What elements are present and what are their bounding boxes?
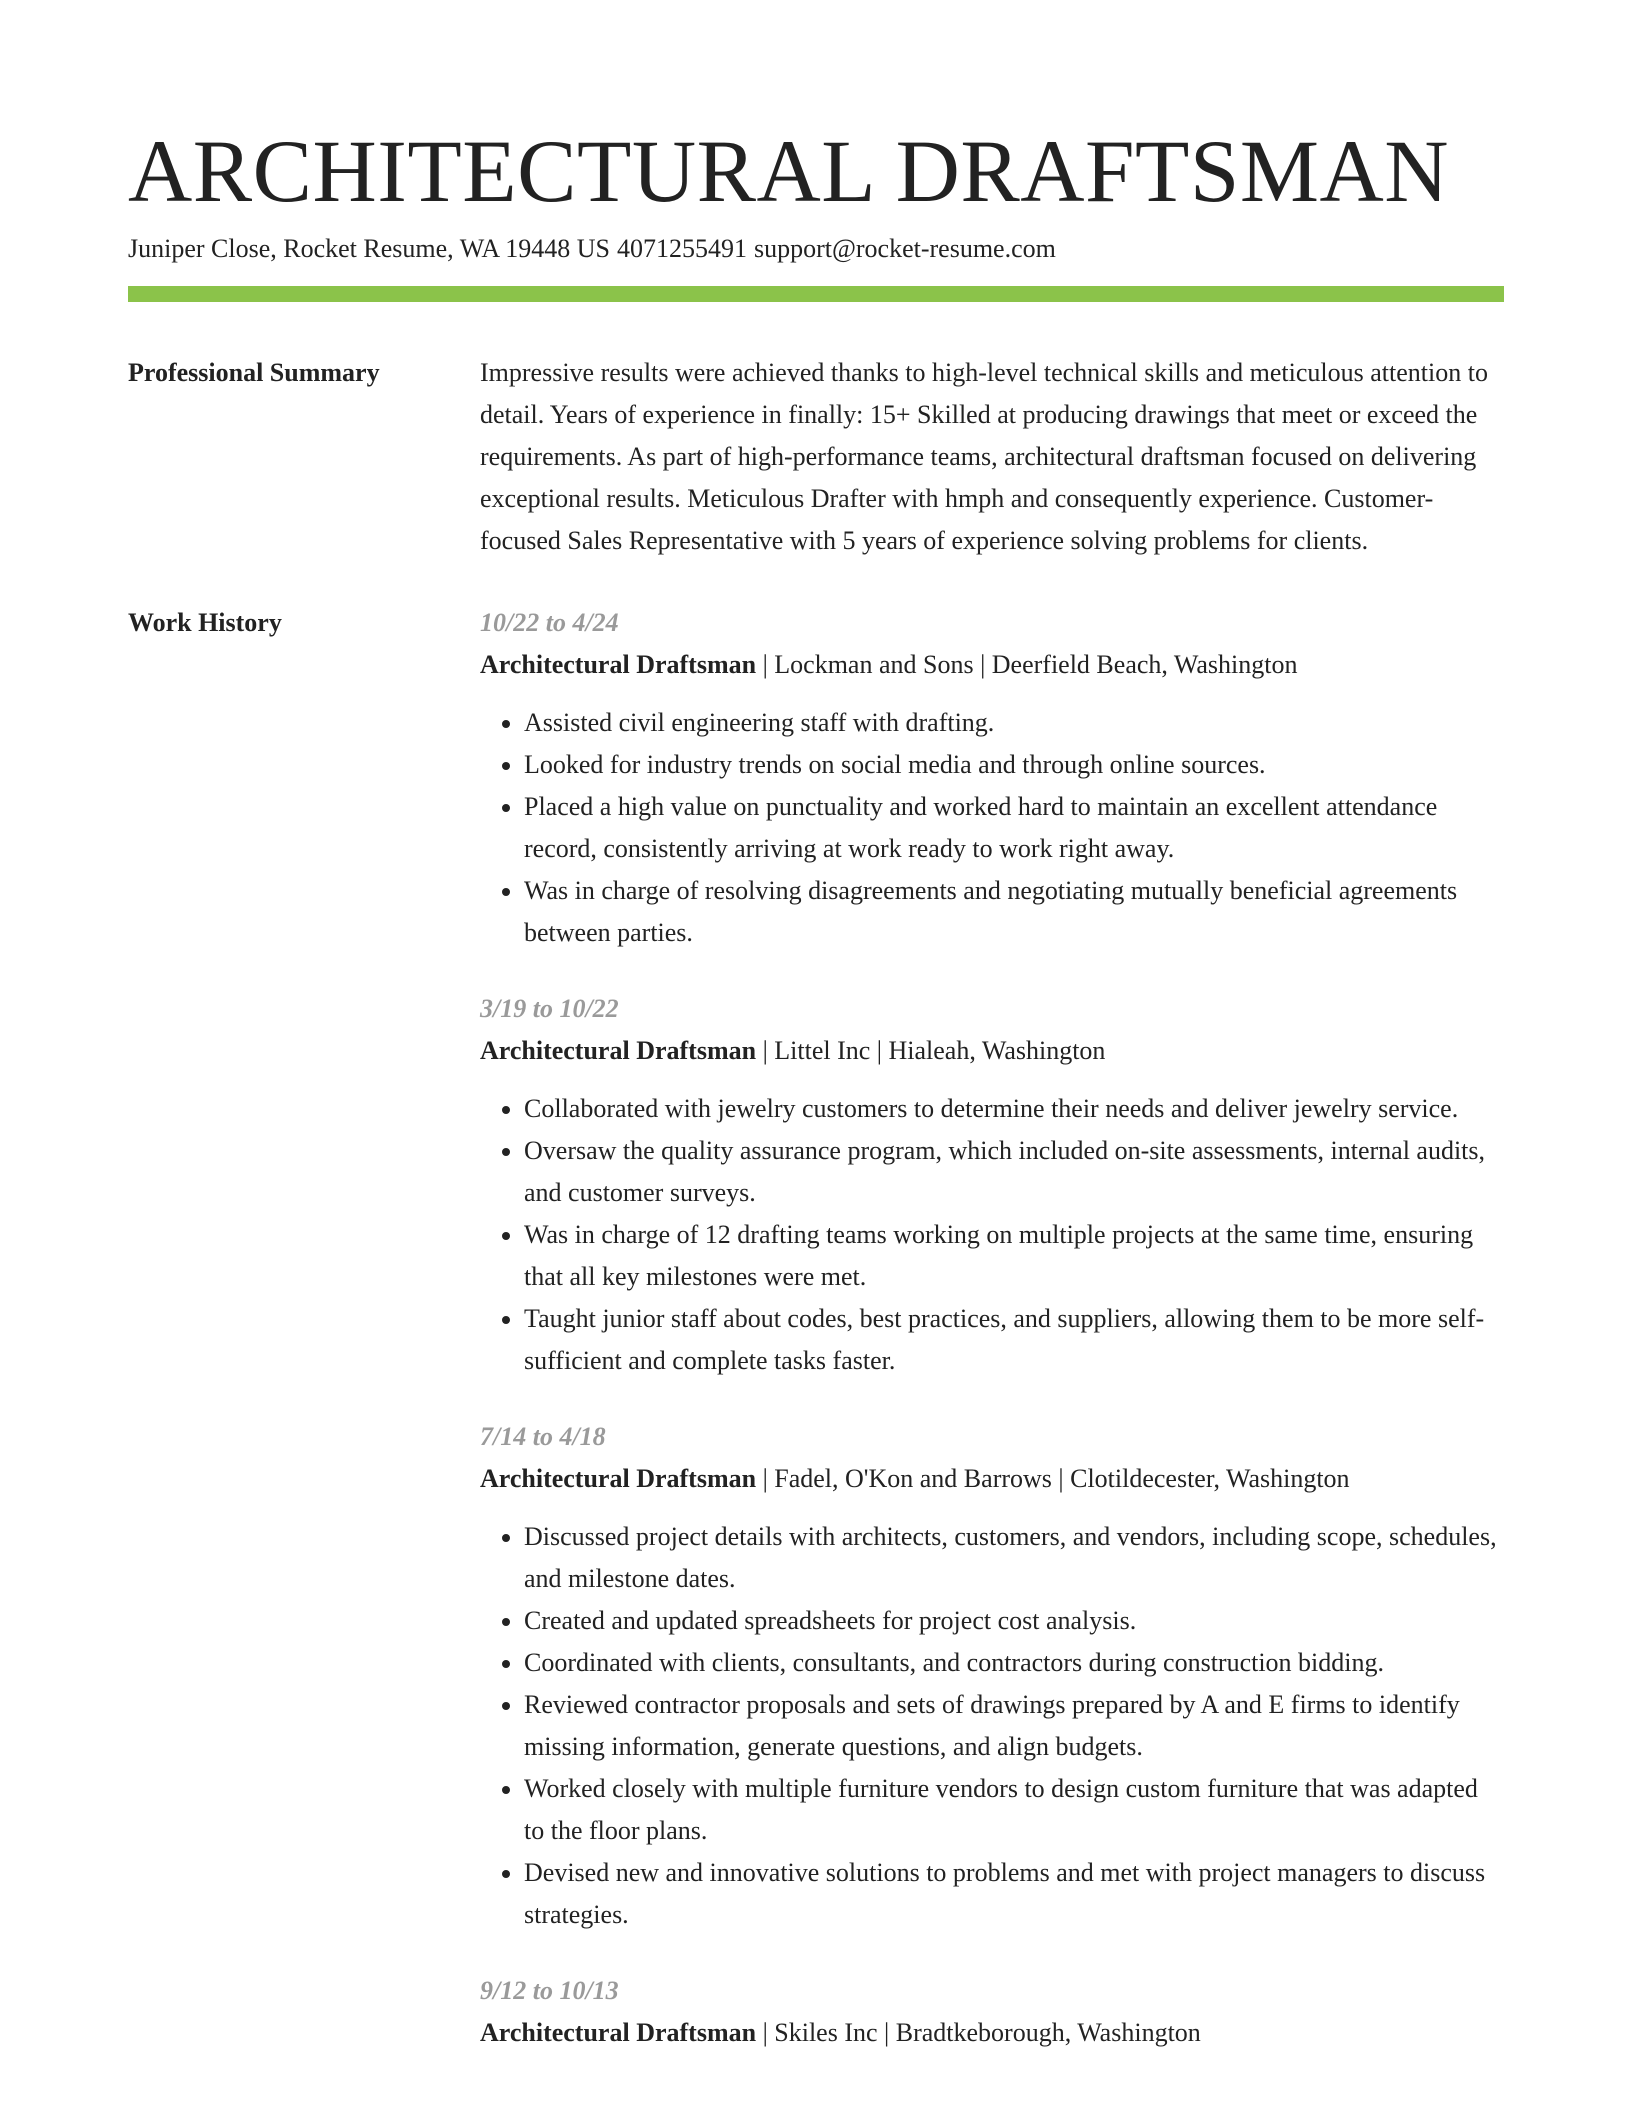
job-bullet: • Worked closely with multiple furniture vendors to design custom furniture that was adapted to the floor plans.: [524, 1768, 1504, 1852]
work-history-body: [480, 602, 1504, 2088]
job-title-line: [480, 1458, 1504, 1500]
accent-divider: [128, 286, 1504, 302]
contact-phone: 4071255491: [616, 234, 747, 263]
contact-email: support@rocket-resume.com: [753, 234, 1056, 263]
summary-label: Professional Summary: [128, 358, 380, 387]
job-bullet-list: [480, 702, 1504, 954]
job-bullet: • Collaborated with jewelry customers to determine their needs and deliver jewelry service.: [524, 1088, 1504, 1130]
summary-body: [480, 352, 1504, 562]
job-bullet: • Placed a high value on punctuality and worked hard to maintain an excellent attendance record, consistently arriving at work ready to work right away.: [524, 786, 1504, 870]
job-bullet: • Coordinated with clients, consultants, and contractors during construction bidding.: [524, 1642, 1504, 1684]
job-title: Architectural Draftsman: [480, 2018, 757, 2047]
job-employer-location: | Littel Inc | Hialeah, Washington: [756, 1036, 1106, 1065]
job-bullet: • Assisted civil engineering staff with drafting.: [524, 702, 1504, 744]
job-bullet: • Was in charge of resolving disagreements and negotiating mutually beneficial agreements between parties.: [524, 870, 1504, 954]
job-bullet-list: [480, 1516, 1504, 1936]
job-bullet: • Created and updated spreadsheets for project cost analysis.: [524, 1600, 1504, 1642]
summary-text: Impressive results were achieved thanks to high-level technical skills and meticulous attention to detail. Years of experience in finally: 15+ Skilled at producing drawings that meet or exceed the requirements. As part of high-performance teams, architectural draftsman focused on delivering exceptional results. Meticulous Drafter with hmph and consequently experience. Customer-focused Sales Representative with 5 years of experience solving problems for clients.: [480, 358, 1488, 555]
job-title-line: [480, 1030, 1504, 1072]
job-entry: [480, 602, 1504, 954]
job-employer-location: | Fadel, O'Kon and Barrows | Clotildecester, Washington: [756, 1464, 1350, 1493]
contact-line: [128, 232, 1504, 266]
job-bullet: • Reviewed contractor proposals and sets of drawings prepared by A and E firms to identify missing information, generate questions, and align budgets.: [524, 1684, 1504, 1768]
job-date: 10/22 to 4/24: [480, 608, 619, 637]
job-entry: [480, 1416, 1504, 1936]
job-title: Architectural Draftsman: [480, 1464, 757, 1493]
job-bullet-list: [480, 1088, 1504, 1382]
job-bullet: • Looked for industry trends on social media and through online sources.: [524, 744, 1504, 786]
job-bullet: • Was in charge of 12 drafting teams working on multiple projects at the same time, ensuring that all key milestones were met.: [524, 1214, 1504, 1298]
job-bullet: • Devised new and innovative solutions to problems and met with project managers to discuss strategies.: [524, 1852, 1504, 1936]
work-history-section: [128, 602, 1504, 2088]
job-employer-location: | Skiles Inc | Bradtkeborough, Washington: [756, 2018, 1201, 2047]
job-entry: [480, 988, 1504, 1382]
job-bullet: • Taught junior staff about codes, best practices, and suppliers, allowing them to be more self-sufficient and complete tasks faster.: [524, 1298, 1504, 1382]
job-bullet: • Discussed project details with architects, customers, and vendors, including scope, schedules, and milestone dates.: [524, 1516, 1504, 1600]
contact-address: Juniper Close, Rocket Resume, WA 19448 US: [128, 234, 610, 263]
job-title: Architectural Draftsman: [480, 650, 757, 679]
job-title-line: [480, 644, 1504, 686]
job-title-line: [480, 2012, 1504, 2054]
job-title: Architectural Draftsman: [480, 1036, 757, 1065]
job-bullet: • Oversaw the quality assurance program, which included on-site assessments, internal audits, and customer surveys.: [524, 1130, 1504, 1214]
summary-section: [128, 352, 1504, 562]
job-employer-location: | Lockman and Sons | Deerfield Beach, Washington: [756, 650, 1298, 679]
job-date: 7/14 to 4/18: [480, 1422, 606, 1451]
job-entry: [480, 1970, 1504, 2054]
job-date: 9/12 to 10/13: [480, 1976, 619, 2005]
resume-name: ARCHITECTURAL DRAFTSMAN: [128, 123, 1450, 221]
work-history-label: Work History: [128, 608, 282, 637]
job-date: 3/19 to 10/22: [480, 994, 619, 1023]
resume-page: [128, 124, 1504, 2088]
